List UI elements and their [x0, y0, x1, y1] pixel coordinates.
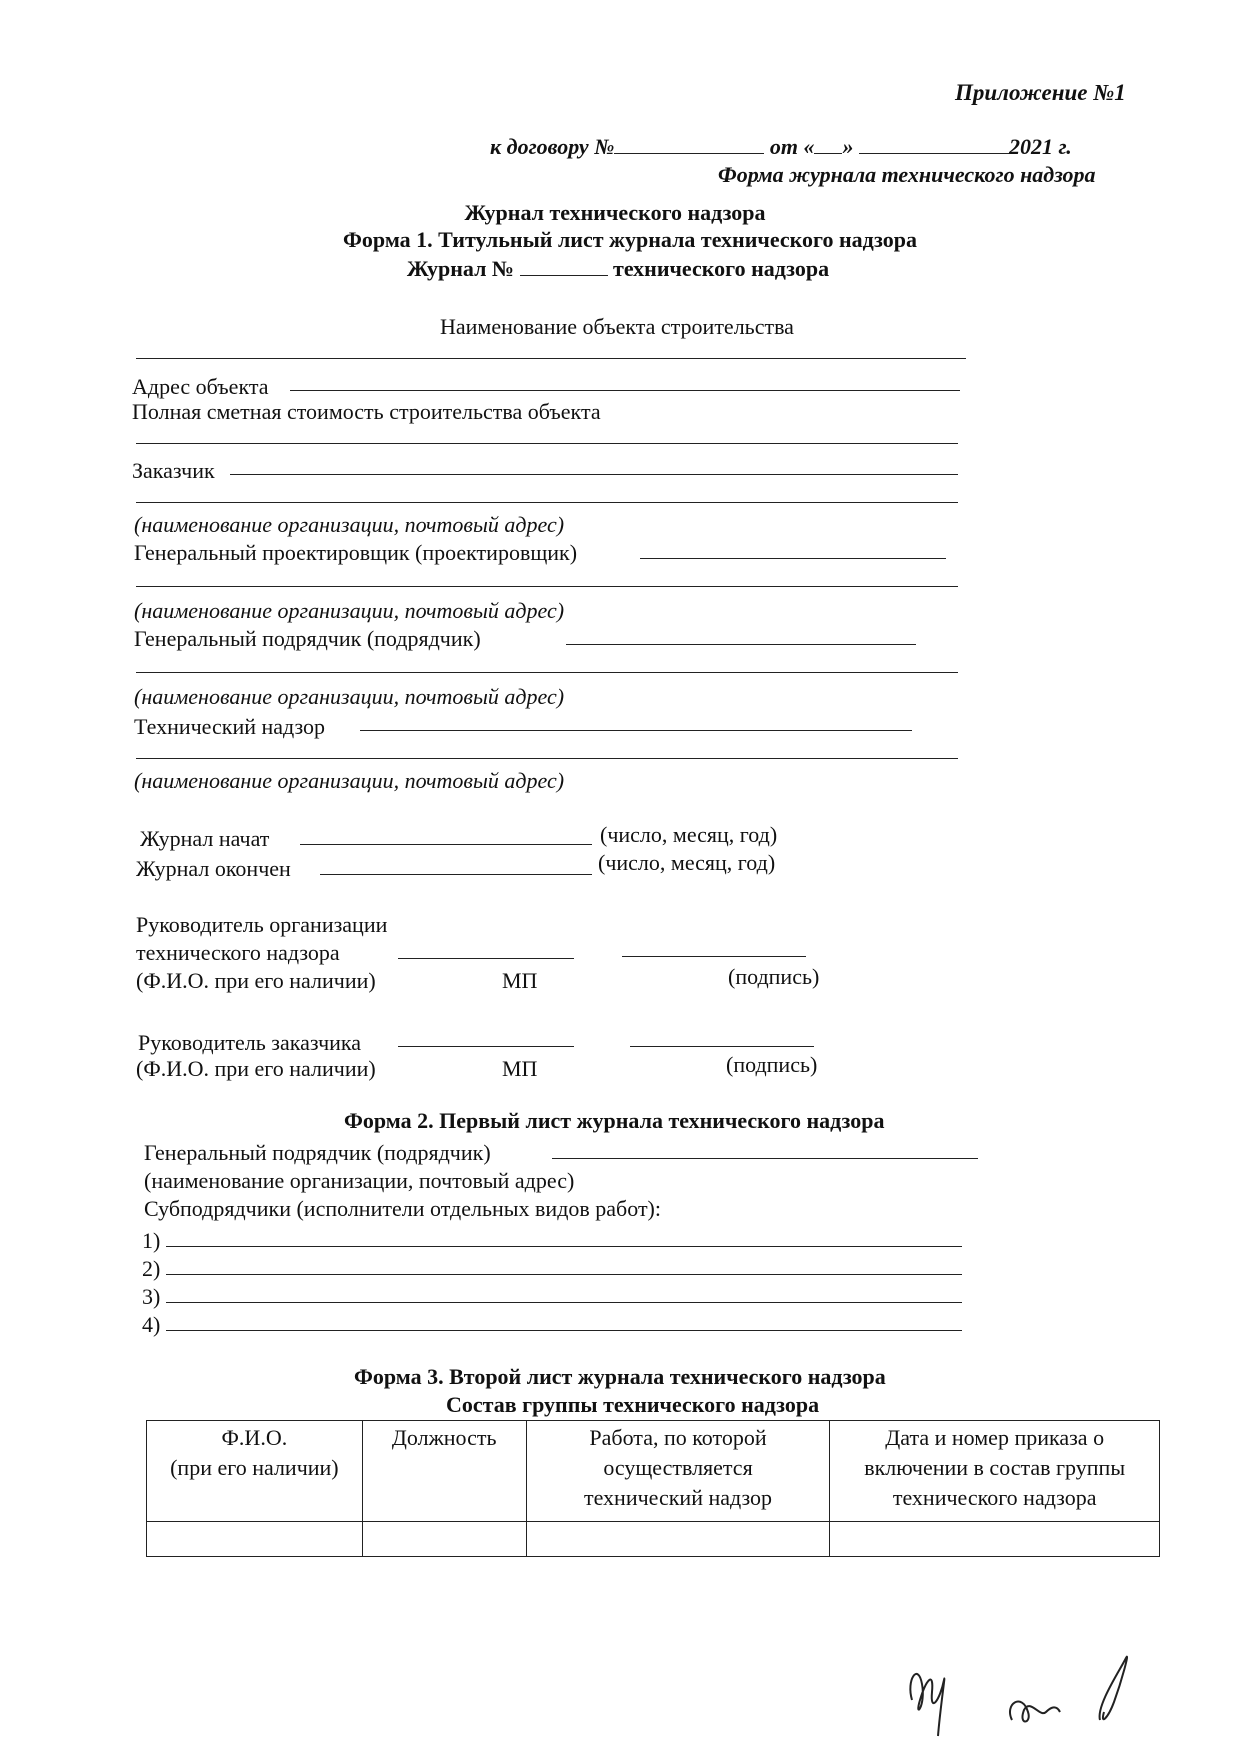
head-customer-signature-hint: (подпись) — [726, 1052, 818, 1077]
cost-field[interactable] — [136, 443, 958, 444]
column-header-order-text: Дата и номер приказа о включении в состав группы технического надзора — [864, 1425, 1126, 1510]
journal-started-label: Журнал начат — [140, 826, 270, 851]
column-header-order — [830, 1421, 1160, 1522]
supervision-org-hint: (наименование организации, почтовый адрес) — [134, 768, 565, 793]
head-customer-fio-hint: (Ф.И.О. при его наличии) — [136, 1056, 376, 1081]
cost-label: Полная сметная стоимость строительства объекта — [132, 399, 601, 424]
subcontractor-item-3: 3) — [142, 1284, 161, 1309]
address-field[interactable] — [290, 390, 960, 391]
head-org-label-1: Руководитель организации — [136, 912, 388, 937]
form3-subtitle: Состав группы технического надзора — [446, 1392, 820, 1417]
column-header-fio-text: Ф.И.О. (при его наличии) — [170, 1425, 339, 1480]
general-contractor-field[interactable] — [566, 644, 916, 645]
general-designer-field[interactable] — [640, 558, 946, 559]
subcontractor-item-2: 2) — [142, 1256, 161, 1281]
subcontractor-field-3[interactable] — [166, 1302, 962, 1303]
head-customer-label: Руководитель заказчика — [138, 1030, 362, 1055]
tech-supervision-label: Технический надзор — [134, 714, 326, 739]
customer-field-2[interactable] — [136, 502, 958, 503]
table-row — [147, 1522, 1160, 1557]
handwritten-signatures — [900, 1640, 1180, 1740]
form2-contractor-label: Генеральный подрядчик (подрядчик) — [144, 1140, 491, 1165]
form3-title: Форма 3. Второй лист журнала технического надзора — [354, 1364, 886, 1389]
journal-number-title — [0, 256, 1238, 282]
table-cell-order[interactable] — [830, 1522, 1160, 1557]
customer-field[interactable] — [230, 474, 958, 475]
staff-table — [146, 1420, 1160, 1557]
head-org-name-field[interactable] — [398, 958, 574, 959]
contract-prefix: к договору № — [490, 134, 615, 159]
subcontractors-label: Субподрядчики (исполнители отдельных видов работ): — [144, 1196, 661, 1221]
journal-started-field[interactable] — [300, 844, 592, 845]
object-name-field[interactable] — [136, 358, 966, 359]
table-cell-position[interactable] — [362, 1522, 526, 1557]
contract-line — [490, 134, 1072, 160]
journal-finished-date-hint: (число, месяц, год) — [598, 850, 776, 875]
form2-contractor-field[interactable] — [552, 1158, 978, 1159]
general-contractor-field-2[interactable] — [136, 672, 958, 673]
head-customer-name-field[interactable] — [398, 1046, 574, 1047]
head-customer-mp: МП — [502, 1056, 538, 1081]
table-cell-fio[interactable] — [147, 1522, 363, 1557]
journal-finished-label: Журнал окончен — [136, 856, 291, 881]
tech-supervision-field[interactable] — [360, 730, 912, 731]
object-name-label: Наименование объекта строительства — [440, 314, 794, 339]
head-org-signature-hint: (подпись) — [728, 964, 820, 989]
journal-number-field[interactable] — [520, 257, 608, 276]
column-header-fio — [147, 1421, 363, 1522]
journal-number-suffix: технического надзора — [613, 256, 830, 281]
contract-quote-close: » — [842, 134, 854, 159]
subcontractor-field-1[interactable] — [166, 1246, 962, 1247]
designer-org-hint: (наименование организации, почтовый адрес) — [134, 598, 565, 623]
head-customer-signature-field[interactable] — [630, 1046, 814, 1047]
journal-started-date-hint: (число, месяц, год) — [600, 822, 778, 847]
subcontractor-field-2[interactable] — [166, 1274, 962, 1275]
contract-day-field[interactable] — [814, 135, 842, 154]
appendix-label: Приложение №1 — [955, 80, 1126, 105]
journal-finished-field[interactable] — [320, 874, 592, 875]
journal-number-prefix: Журнал № — [406, 256, 515, 281]
subcontractor-item-1: 1) — [142, 1228, 161, 1253]
contract-from: от « — [769, 134, 815, 159]
head-org-label-2: технического надзора — [136, 940, 340, 965]
general-designer-label: Генеральный проектировщик (проектировщик) — [134, 540, 578, 565]
customer-label: Заказчик — [132, 458, 215, 483]
subcontractor-field-4[interactable] — [166, 1330, 962, 1331]
head-org-fio-hint: (Ф.И.О. при его наличии) — [136, 968, 376, 993]
form2-title: Форма 2. Первый лист журнала технического надзора — [344, 1108, 885, 1133]
head-org-mp: МП — [502, 968, 538, 993]
column-header-position-text: Должность — [391, 1425, 497, 1450]
contract-number-field[interactable] — [614, 135, 764, 154]
general-designer-field-2[interactable] — [136, 586, 958, 587]
column-header-work-text: Работа, по которой осуществляется технический надзор — [583, 1425, 773, 1510]
contract-year: 2021 г. — [1008, 134, 1072, 159]
customer-org-hint: (наименование организации, почтовый адрес) — [134, 512, 565, 537]
tech-supervision-field-2[interactable] — [136, 758, 958, 759]
table-header-row — [147, 1421, 1160, 1522]
form-caption: Форма журнала технического надзора — [718, 162, 1096, 187]
general-contractor-label: Генеральный подрядчик (подрядчик) — [134, 626, 481, 651]
address-label: Адрес объекта — [132, 374, 269, 399]
head-org-signature-field[interactable] — [622, 956, 806, 957]
form1-title: Форма 1. Титульный лист журнала технического надзора — [343, 227, 917, 252]
table-cell-work[interactable] — [526, 1522, 830, 1557]
form2-org-hint: (наименование организации, почтовый адрес) — [144, 1168, 575, 1193]
contractor-org-hint: (наименование организации, почтовый адрес) — [134, 684, 565, 709]
subcontractor-item-4: 4) — [142, 1312, 161, 1337]
journal-title: Журнал технического надзора — [464, 200, 766, 225]
contract-month-field[interactable] — [859, 135, 1009, 154]
column-header-work — [526, 1421, 830, 1522]
column-header-position — [362, 1421, 526, 1522]
